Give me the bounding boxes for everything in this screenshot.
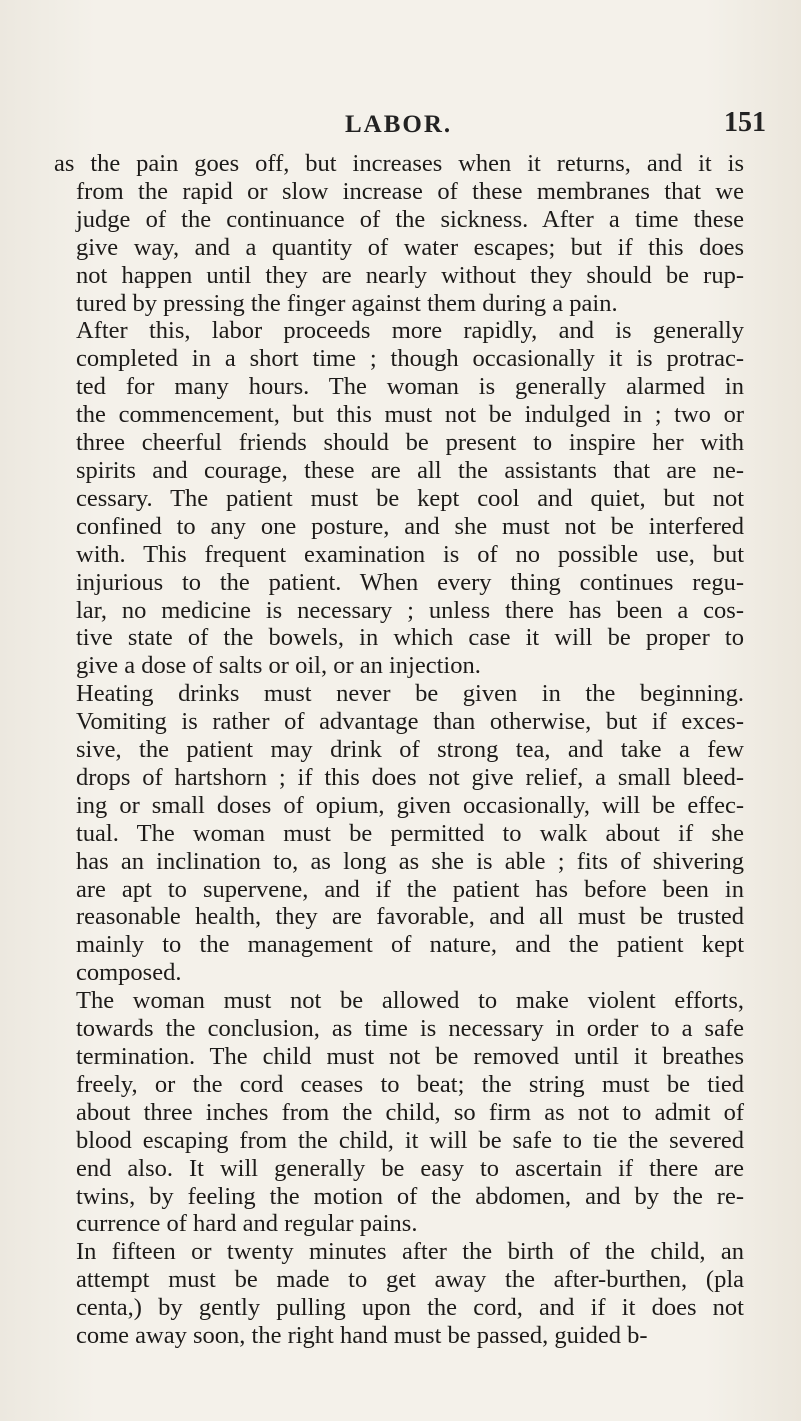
- text-line: centa,) by gently pulling upon the cord, and if it does not: [76, 1294, 744, 1322]
- text-line: tual. The woman must be permitted to walk about if she: [76, 819, 744, 847]
- text-line: as the pain goes off, but increases when it returns, and it is: [54, 150, 744, 177]
- text-line: Heating drinks must never be given in the beginning.: [76, 680, 744, 708]
- text-line: the commencement, but this must not be indulged in ; two or: [76, 401, 744, 429]
- text-line: completed in a short time ; though occasionally it is protrac-: [76, 345, 744, 373]
- text-line: spirits and courage, these are all the assistants that are ne-: [76, 456, 744, 484]
- running-title: LABOR.: [345, 111, 453, 138]
- text-line: termination. The child must not be removed until it breathes: [76, 1043, 744, 1070]
- text-line: attempt must be made to get away the after-burthen, (pla: [76, 1266, 744, 1294]
- text-line: lar, no medicine is necessary ; unless there has been a cos-: [76, 596, 744, 624]
- text-line: ted for many hours. The woman is generally alarmed in: [76, 373, 744, 401]
- text-line: mainly to the management of nature, and the patient kept: [76, 931, 744, 959]
- text-line: reasonable health, they are favorable, and all must be trusted: [76, 903, 744, 931]
- text-line: The woman must not be allowed to make violent efforts,: [76, 987, 744, 1015]
- text-line: come away soon, the right hand must be passed, guided b-: [76, 1322, 648, 1350]
- text-line: injurious to the patient. When every thing continues regu-: [76, 568, 744, 596]
- text-line: Vomiting is rather of advantage than otherwise, but if exces-: [76, 708, 744, 736]
- page-number: 151: [724, 107, 766, 138]
- text-line: has an inclination to, as long as she is able ; fits of shivering: [76, 847, 744, 875]
- text-line: In fifteen or twenty minutes after the birth of the child, an: [76, 1238, 744, 1266]
- text-line: three cheerful friends should be present to inspire her with: [76, 429, 744, 457]
- text-line: confined to any one posture, and she must not be interfered: [76, 512, 744, 540]
- text-line: towards the conclusion, as time is necessary in order to a safe: [76, 1015, 744, 1043]
- text-line: twins, by feeling the motion of the abdomen, and by the re-: [76, 1182, 744, 1210]
- text-line: freely, or the cord ceases to beat; the string must be tied: [76, 1070, 744, 1098]
- text-line: about three inches from the child, so firm as not to admit of: [76, 1098, 744, 1126]
- text-line: from the rapid or slow increase of these membranes that we: [76, 177, 744, 205]
- body-text: [54, 150, 744, 1350]
- text-line: blood escaping from the child, it will be safe to tie the severed: [76, 1126, 744, 1154]
- text-line: ing or small doses of opium, given occasionally, will be effec-: [76, 791, 744, 819]
- text-line: composed.: [76, 959, 182, 987]
- text-line: drops of hartshorn ; if this does not give relief, a small bleed-: [76, 763, 744, 791]
- text-line: give a dose of salts or oil, or an injection.: [76, 652, 481, 680]
- text-line: tured by pressing the finger against them during a pain.: [76, 289, 618, 317]
- text-line: sive, the patient may drink of strong tea, and take a few: [76, 736, 744, 764]
- text-line: tive state of the bowels, in which case it will be proper to: [76, 624, 744, 652]
- text-line: end also. It will generally be easy to ascertain if there are: [76, 1154, 744, 1182]
- text-line: cessary. The patient must be kept cool and quiet, but not: [76, 484, 744, 512]
- text-line: not happen until they are nearly without they should be rup-: [76, 261, 744, 289]
- text-line: give way, and a quantity of water escapes; but if this does: [76, 233, 744, 261]
- text-line: currence of hard and regular pains.: [76, 1210, 418, 1238]
- text-line: with. This frequent examination is of no possible use, but: [76, 540, 744, 568]
- page-header: [0, 105, 801, 145]
- text-line: are apt to supervene, and if the patient has before been in: [76, 875, 744, 903]
- text-line: After this, labor proceeds more rapidly, and is generally: [76, 317, 744, 345]
- text-line: judge of the continuance of the sickness. After a time these: [76, 205, 744, 233]
